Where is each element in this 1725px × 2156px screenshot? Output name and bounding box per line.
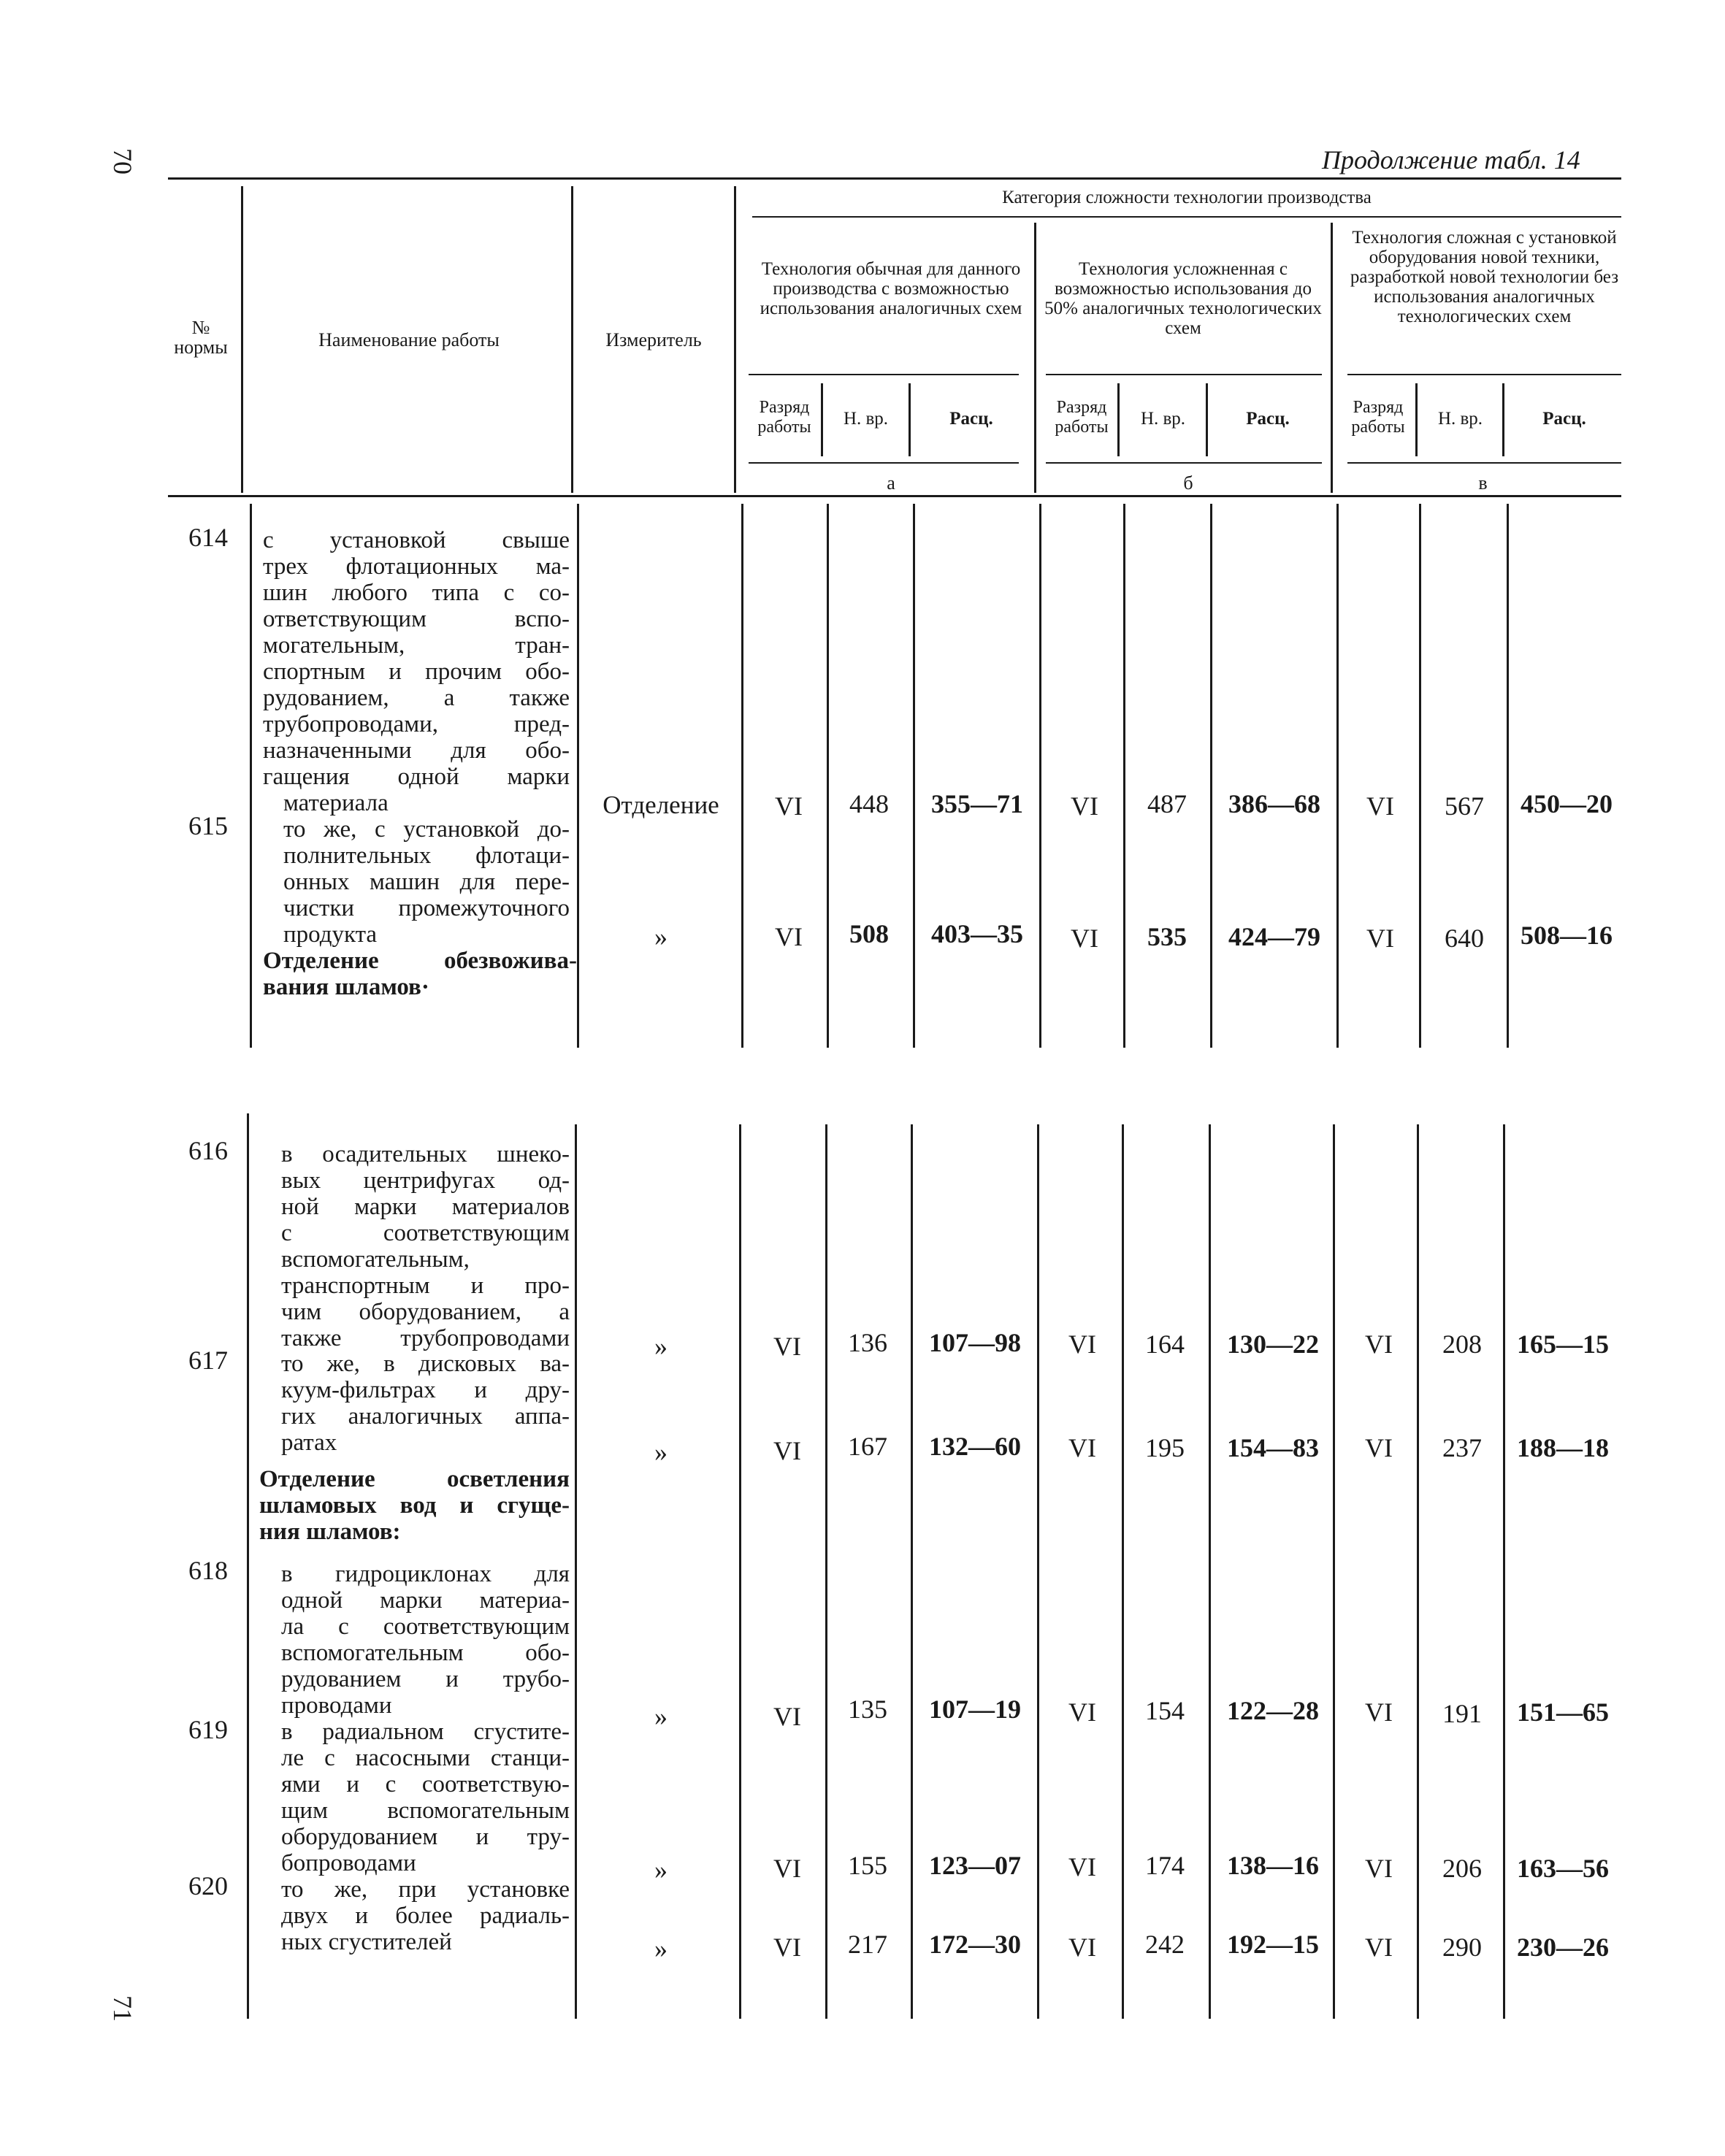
grade-615-b: VI [1071,924,1098,953]
unit-617: » [654,1438,668,1467]
unit-618: » [654,1702,668,1731]
section-heading-dewatering: Отделение обезвожива- вания шламов· [263,948,577,1000]
rate-616-c: 165—15 [1517,1330,1609,1359]
grade-620-b: VI [1068,1933,1096,1962]
rate-616-b: 130—22 [1227,1330,1319,1359]
grade-616-a: VI [773,1332,801,1361]
rate-619-b: 138—16 [1227,1851,1319,1880]
header-time-b: Н. вр. [1140,409,1186,429]
rate-617-a: 132—60 [929,1432,1021,1461]
unit-620: » [654,1934,668,1963]
rate-614-a: 355—71 [931,789,1023,818]
rate-617-c: 188—18 [1517,1433,1609,1462]
grade-619-b: VI [1068,1852,1096,1881]
page-number-bottom: 71 [108,1995,137,2022]
header-norm-number: № нормы [174,317,228,358]
row-number-617: 617 [188,1346,228,1375]
grade-614-c: VI [1366,791,1394,821]
rate-618-a: 107—19 [929,1695,1021,1724]
time-614-b: 487 [1147,789,1187,818]
row-number-618: 618 [188,1556,228,1585]
grade-618-b: VI [1068,1697,1096,1727]
rate-614-c: 450—20 [1521,789,1613,818]
header-rate-c: Расц. [1542,409,1586,429]
description-618: в гидроциклонах для одной марки материа- ла с соответствующим вспомогательным обо- рудованием и трубо- проводами [281,1561,570,1719]
rate-616-a: 107—98 [929,1328,1021,1357]
header-letter-b: б [1183,472,1193,494]
rate-620-c: 230—26 [1517,1933,1609,1962]
unit-614: Отделение [603,791,719,819]
grade-616-b: VI [1068,1330,1096,1359]
section-heading-clarification: Отделение осветления шламовых вод и сгуще- ния шламов: [259,1466,570,1545]
time-619-b: 174 [1145,1851,1185,1880]
rate-615-c: 508—16 [1521,921,1613,950]
time-618-c: 191 [1442,1699,1482,1728]
time-615-a: 508 [849,919,889,948]
time-614-c: 567 [1445,791,1484,821]
description-614: с установкой свыше трех флотационных ма- шин любого типа с со- ответствующим вспо- могательным, тран- спортным и прочим обо- рудованием, а также трубопроводами, пред- назначенными для обо- гащения одной марки материала [263,527,570,816]
grade-614-b: VI [1071,791,1098,821]
unit-619: » [654,1855,668,1884]
row-number-615: 615 [188,811,228,840]
description-616: в осадительных шнеко- вых центрифугах од- ной марки материалов с соответствующим вспомогательным, транспортным и про- чим оборудованием, а также трубопроводами [281,1141,570,1351]
header-rate-b: Расц. [1246,409,1290,429]
rate-618-b: 122—28 [1227,1696,1319,1725]
grade-617-b: VI [1068,1433,1096,1462]
header-group-b: Технология усложненная с возможностью использования до 50% аналогичных технологических схем [1044,259,1322,338]
time-620-c: 290 [1442,1933,1482,1962]
page-number-top: 70 [108,148,137,174]
header-letter-c: в [1478,472,1488,494]
time-616-c: 208 [1442,1330,1482,1359]
rate-619-c: 163—56 [1517,1854,1609,1883]
grade-620-c: VI [1365,1933,1393,1962]
row-number-616: 616 [188,1136,228,1165]
header-rate-a: Расц. [949,409,993,429]
header-grade-b: Разряд работы [1055,398,1109,437]
header-group-c: Технология сложная с установкой оборудования новой техники, разработкой новой технологии без использования аналогичных технологических схем [1350,228,1619,326]
header-time-c: Н. вр. [1437,409,1483,429]
time-615-b: 535 [1147,922,1187,951]
unit-615: » [654,922,668,951]
grade-618-c: VI [1365,1697,1393,1727]
time-614-a: 448 [849,789,889,818]
description-615: то же, с установкой до- полнительных флотаци- онных машин для пере- чистки промежуточного продукта [283,816,570,948]
row-number-614: 614 [188,523,228,552]
rate-617-b: 154—83 [1227,1433,1319,1462]
rate-614-b: 386—68 [1228,789,1320,818]
time-615-c: 640 [1445,924,1484,953]
row-number-619: 619 [188,1715,228,1744]
header-time-a: Н. вр. [843,409,889,429]
header-grade-c: Разряд работы [1351,398,1405,437]
rate-619-a: 123—07 [929,1851,1021,1880]
header-unit: Измеритель [605,329,702,350]
unit-616: » [654,1332,668,1361]
description-620: то же, при установке двух и более радиаль- ных сгустителей [281,1876,570,1955]
row-number-620: 620 [188,1871,228,1900]
time-618-a: 135 [848,1695,887,1724]
rate-615-b: 424—79 [1228,922,1320,951]
header-letter-a: а [887,472,895,494]
header-category: Категория сложности технологии производства [1002,188,1372,207]
header-group-a: Технология обычная для данного производства с возможностью использования аналогичных схем [760,259,1022,318]
rate-620-a: 172—30 [929,1930,1021,1959]
grade-616-c: VI [1365,1330,1393,1359]
header-work-name: Наименование работы [318,329,500,350]
grade-615-c: VI [1366,924,1394,953]
rate-620-b: 192—15 [1227,1930,1319,1959]
grade-619-c: VI [1365,1854,1393,1883]
time-617-a: 167 [848,1432,887,1461]
grade-617-c: VI [1365,1433,1393,1462]
grade-619-a: VI [773,1854,801,1883]
grade-618-a: VI [773,1702,801,1731]
time-616-a: 136 [848,1328,887,1357]
header-grade-a: Разряд работы [757,398,811,437]
grade-614-a: VI [775,791,803,821]
grade-617-a: VI [773,1436,801,1465]
time-620-a: 217 [848,1930,887,1959]
grade-615-a: VI [775,922,803,951]
table-caption: Продолжение табл. 14 [1322,145,1580,174]
time-616-b: 164 [1145,1330,1185,1359]
time-619-c: 206 [1442,1854,1482,1883]
description-619: в радиальном сгустите- ле с насосными станци- ями и с соответствую- щим вспомогательным оборудованием и тру- бопроводами [281,1719,570,1876]
description-617: то же, в дисковых ва- куум-фильтрах и дру- гих аналогичных аппа- ратах [281,1351,570,1456]
time-617-b: 195 [1145,1433,1185,1462]
rate-618-c: 151—65 [1517,1697,1609,1727]
time-617-c: 237 [1442,1433,1482,1462]
time-620-b: 242 [1145,1930,1185,1959]
time-618-b: 154 [1145,1696,1185,1725]
rate-615-a: 403—35 [931,919,1023,948]
grade-620-a: VI [773,1933,801,1962]
time-619-a: 155 [848,1851,887,1880]
